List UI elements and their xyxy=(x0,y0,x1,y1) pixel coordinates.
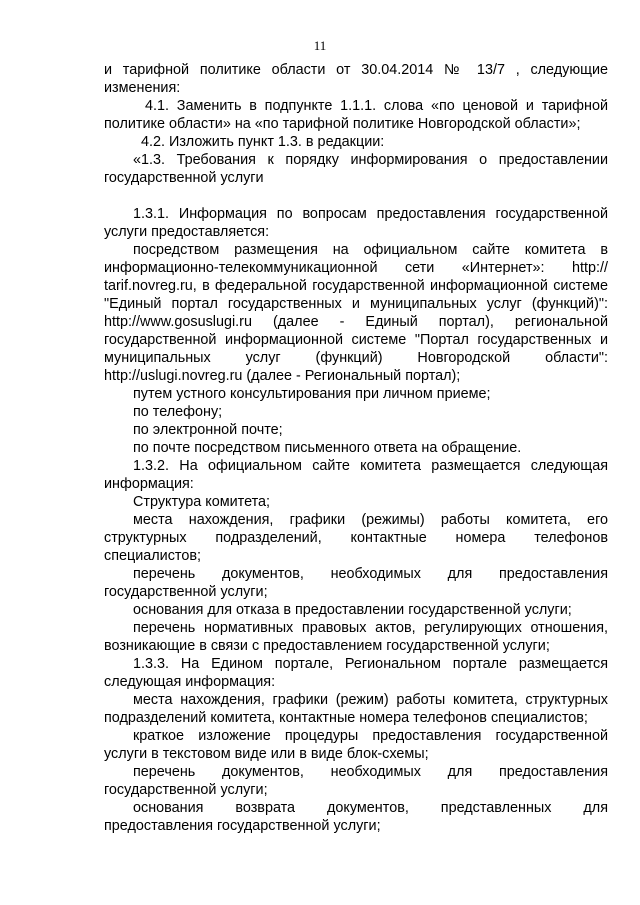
paragraph-1-3-3: 1.3.3. На Едином портале, Региональном портале размещается следующая информация: xyxy=(104,656,608,690)
paragraph-legal-acts: перечень нормативных правовых актов, регулирующих отношения, возникающие в связи с предоставлением государственной услуги; xyxy=(104,620,608,654)
paragraph-portal-locations: места нахождения, графики (режим) работы комитета, структурных подразделений комитета, контактные номера телефонов специалистов; xyxy=(104,692,608,726)
paragraph-documents-list: перечень документов, необходимых для предоставления государственной услуги; xyxy=(104,566,608,600)
paragraph-4-1: 4.1. Заменить в подпункте 1.1.1. слова «по ценовой и тарифной политике области» на «по тарифной политике Новгородской области»; xyxy=(104,98,608,132)
paragraph-locations: места нахождения, графики (режимы) работы комитета, его структурных подразделений, контактные номера телефонов специалистов; xyxy=(104,512,608,564)
paragraph-1-3-heading: «1.3. Требования к порядку информирования о предоставлении государственной услуги xyxy=(104,152,608,186)
paragraph-intro: и тарифной политике области от 30.04.2014 № 13/7 , следующие изменения: xyxy=(104,62,608,96)
paragraph-refusal-grounds: основания для отказа в предоставлении государственной услуги; xyxy=(133,602,572,618)
paragraph-oral-consulting: путем устного консультирования при личном приеме; xyxy=(133,386,491,402)
paragraph-email: по электронной почте; xyxy=(133,422,283,438)
paragraph-4-2: 4.2. Изложить пункт 1.3. в редакции: xyxy=(141,134,385,150)
paragraph-website-posting: посредством размещения на официальном сайте комитета в информационно-телекоммуникационной сети «Интернет»: http:// tarif.novreg.ru, в федеральной государственной информационной системе "Единый портал государственных и муниципальных услуг (функций)": http://www.gosuslugi.ru (далее - Единый портал), региональной государственной информационной системе "Портал государственных и муниципальных услуг (функций) Новгородской области": http://uslugi.novreg.ru (далее - Региональный портал); xyxy=(104,242,608,384)
paragraph-1-3-1: 1.3.1. Информация по вопросам предоставления государственной услуги предоставляется: xyxy=(104,206,608,240)
page-number: 11 xyxy=(313,38,327,53)
paragraph-portal-documents: перечень документов, необходимых для предоставления государственной услуги; xyxy=(104,764,608,798)
paragraph-procedure-summary: краткое изложение процедуры предоставления государственной услуги в текстовом виде или в виде блок-схемы; xyxy=(104,728,608,762)
paragraph-post: по почте посредством письменного ответа на обращение. xyxy=(133,440,522,456)
paragraph-1-3-2: 1.3.2. На официальном сайте комитета размещается следующая информация: xyxy=(104,458,608,492)
paragraph-return-grounds: основания возврата документов, представленных для предоставления государственной услуги; xyxy=(104,800,608,834)
blank-line xyxy=(104,187,608,205)
paragraph-phone: по телефону; xyxy=(133,404,223,420)
document-body xyxy=(104,61,608,835)
paragraph-structure: Структура комитета; xyxy=(133,494,271,510)
